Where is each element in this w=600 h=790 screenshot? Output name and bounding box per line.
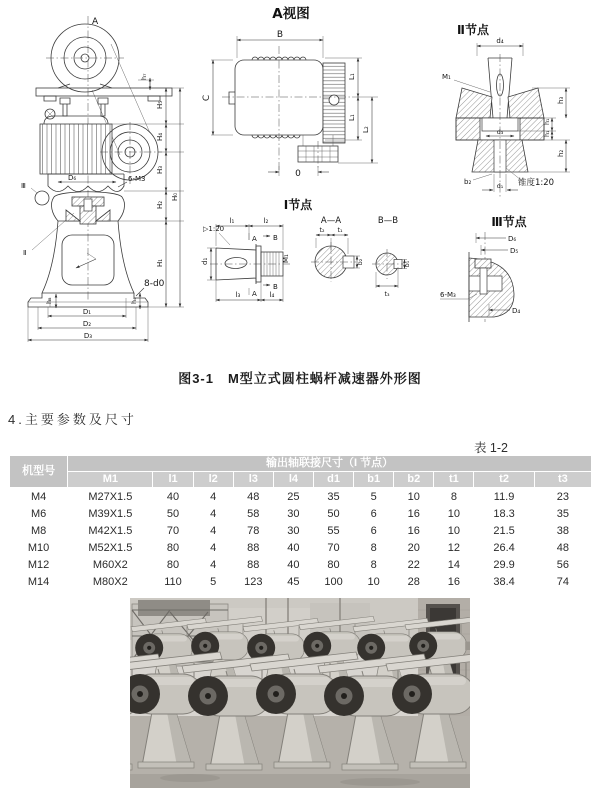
section-a-a: [311, 216, 364, 282]
value-cell: 16: [407, 507, 420, 520]
column-header: l3: [233, 472, 273, 488]
dim-label-H2: H₂: [156, 200, 164, 209]
value-cell: 70: [166, 524, 180, 537]
group-header: 输出轴联接尺寸（I 节点）: [68, 456, 592, 472]
cut-a-top: A: [252, 235, 257, 243]
thread-label-m1: M₁: [282, 254, 290, 263]
dim-label-d1: d₁: [201, 257, 209, 265]
dim-label-D1: D₁: [82, 308, 92, 316]
taper-label: ▷1:20: [203, 225, 225, 233]
value-cell: 29.9: [493, 558, 515, 571]
corner-header: 机型号: [10, 456, 68, 488]
value-cell: 48: [556, 541, 569, 554]
value-cell: 12: [447, 541, 461, 554]
value-cell: 28: [407, 575, 420, 588]
value-cell: 14: [447, 558, 461, 571]
dim-label-D6-node3: D₆: [508, 235, 517, 243]
node-i-detail: [201, 197, 313, 302]
value-cell: 30: [287, 507, 300, 520]
table-group-header-row: [10, 456, 592, 472]
value-cell: 26.4: [493, 541, 515, 554]
dim-label-D3: D₃: [83, 332, 93, 340]
node-iii-detail: [440, 214, 528, 322]
value-cell: 4: [210, 524, 217, 537]
value-cell: 6: [370, 507, 377, 520]
value-cell: 58: [247, 507, 260, 520]
column-header: M1: [68, 472, 153, 488]
table-row: [10, 573, 592, 590]
model-cell: M8: [30, 524, 47, 537]
dim-label-6m3: 6-M3: [128, 175, 146, 183]
value-cell: 123: [244, 575, 263, 588]
value-cell: 88: [247, 558, 260, 571]
value-cell: 78: [247, 524, 260, 537]
value-cell: 5: [370, 490, 377, 503]
column-header: l1: [153, 472, 193, 488]
value-cell: 40: [287, 541, 300, 554]
value-cell: 48: [247, 490, 260, 503]
value-cell: 21.5: [493, 524, 515, 537]
dim-label-6m3-node3: 6-M₃: [440, 291, 456, 299]
taper-label-node2: 锥度1:20: [518, 178, 555, 188]
model-cell: M4: [30, 490, 47, 503]
value-cell: 16: [407, 524, 420, 537]
dim-label-t1: t₁: [337, 227, 343, 234]
dim-label-L1-top: L₁: [348, 73, 356, 80]
dim-label-d6: D₆: [68, 174, 77, 182]
value-cell: M39X1.5: [88, 507, 133, 520]
value-cell: 5: [210, 575, 217, 588]
value-cell: 4: [210, 507, 217, 520]
value-cell: 38: [556, 524, 569, 537]
table-caption: 表 1-2: [473, 441, 508, 455]
parameters-table: [9, 455, 592, 590]
value-cell: 35: [327, 490, 340, 503]
value-cell: 8: [370, 558, 377, 571]
table-body: [10, 488, 592, 591]
model-cell: M14: [27, 575, 50, 588]
dim-label-l2: l₂: [263, 217, 269, 225]
dim-label-l4: l₄: [269, 291, 275, 299]
model-cell: M10: [27, 541, 50, 554]
value-cell: 38.4: [493, 575, 515, 588]
value-cell: 30: [287, 524, 300, 537]
column-header: l2: [193, 472, 233, 488]
figure-caption: 图3-1 M型立式圆柱蜗杆减速器外形图: [178, 371, 422, 386]
view-a: [202, 5, 378, 179]
value-cell: 10: [367, 575, 380, 588]
value-cell: 16: [447, 575, 461, 588]
value-cell: 80: [166, 541, 180, 554]
value-cell: 6: [370, 524, 377, 537]
dim-label-h7: h₇: [141, 73, 148, 80]
column-header: d1: [313, 472, 353, 488]
value-cell: 45: [287, 575, 300, 588]
dim-label-D2: D₂: [82, 320, 92, 328]
value-cell: M60X2: [92, 558, 128, 571]
value-cell: 80: [327, 558, 340, 571]
column-header: t2: [474, 472, 534, 488]
dim-label-d1-node2: d₁: [496, 183, 504, 190]
table-row: [10, 488, 592, 506]
dim-label-B: B: [276, 30, 284, 40]
dim-label-offset: 0: [295, 169, 301, 179]
dim-label-h2: h₂: [557, 149, 565, 157]
dim-label-b2-aa: b₂: [357, 258, 364, 266]
section-aa-title: A—A: [320, 216, 342, 226]
column-header: t1: [434, 472, 474, 488]
section-bb-title: B—B: [377, 216, 399, 226]
dim-label-C: C: [202, 94, 212, 102]
model-cell: M6: [30, 507, 47, 520]
value-cell: 8: [450, 490, 457, 503]
value-cell: 35: [556, 507, 569, 520]
value-cell: 23: [556, 490, 569, 503]
factory-photo: [130, 598, 470, 788]
dim-label-d4: d₄: [496, 37, 504, 45]
value-cell: 11.9: [493, 490, 515, 503]
dim-label-H3: H₃: [156, 165, 164, 174]
value-cell: 10: [447, 507, 461, 520]
value-cell: 25: [287, 490, 300, 503]
column-header: b2: [394, 472, 434, 488]
value-cell: 4: [210, 490, 217, 503]
value-cell: 10: [407, 490, 420, 503]
dim-label-b2-node2: b₂: [464, 178, 472, 186]
column-header: l4: [273, 472, 313, 488]
dim-label-H5: H₅: [156, 100, 164, 109]
value-cell: 50: [327, 507, 340, 520]
cut-b-bot: B: [273, 283, 278, 291]
value-cell: 40: [287, 558, 300, 571]
node-ii-detail: [442, 22, 570, 198]
table-row: [10, 539, 592, 556]
column-header: b1: [354, 472, 394, 488]
dim-label-H1: H₁: [156, 258, 164, 267]
table-row: [10, 522, 592, 539]
value-cell: 4: [210, 541, 217, 554]
value-cell: 56: [556, 558, 569, 571]
dim-label-8d0: 8-d0: [144, 279, 165, 289]
value-cell: M42X1.5: [88, 524, 133, 537]
dim-label-L1-bot: L₁: [348, 114, 356, 121]
view-a-title: A视图: [272, 6, 310, 22]
value-cell: 18.3: [493, 507, 515, 520]
value-cell: M27X1.5: [88, 490, 133, 503]
table-row: [10, 556, 592, 573]
section-b-b: [372, 216, 411, 298]
node-iii-title: Ⅲ节点: [491, 215, 527, 229]
dim-label-D4-node3: D₄: [512, 307, 521, 315]
node-i-title: Ⅰ节点: [283, 198, 313, 212]
marker-node-ii: Ⅱ: [23, 249, 27, 257]
table-row: [10, 505, 592, 522]
dim-label-l1: l₁: [229, 217, 235, 225]
value-cell: 80: [166, 558, 180, 571]
front-view: [21, 16, 184, 342]
value-cell: 20: [407, 541, 420, 554]
dim-label-L2: L₂: [362, 126, 370, 133]
value-cell: 110: [164, 575, 182, 588]
dim-label-D5-node3: D₅: [510, 247, 519, 255]
dim-label-t3: t₃: [384, 291, 390, 298]
value-cell: 74: [556, 575, 569, 588]
technical-drawing: [0, 0, 600, 362]
value-cell: 4: [210, 558, 217, 571]
cut-a-bot: A: [252, 290, 257, 298]
dim-label-t2: t₂: [319, 227, 325, 234]
dim-label-h5: h₅: [46, 297, 53, 304]
thread-label-m1-node2: M₁: [442, 73, 451, 81]
value-cell: 55: [327, 524, 340, 537]
value-cell: 8: [370, 541, 377, 554]
dim-label-H4: H₄: [156, 132, 164, 141]
table-column-header-row: [10, 472, 592, 488]
section-heading: 4.主要参数及尺寸: [8, 412, 137, 427]
value-cell: 50: [166, 507, 180, 520]
dim-label-H0: H₀: [171, 192, 179, 201]
dim-label-h1a: h₁: [544, 118, 551, 125]
value-cell: 100: [324, 575, 343, 588]
dim-label-l3: l₃: [235, 291, 241, 299]
value-cell: 88: [247, 541, 260, 554]
dim-label-h4: h₄: [131, 297, 138, 304]
value-cell: 10: [447, 524, 461, 537]
dim-label-b1-bb: b₁: [404, 260, 411, 268]
dim-label-h1b: h₁: [544, 130, 551, 137]
value-cell: 40: [166, 490, 180, 503]
value-cell: M52X1.5: [88, 541, 133, 554]
value-cell: M80X2: [92, 575, 128, 588]
value-cell: 22: [407, 558, 420, 571]
column-header: t3: [534, 472, 591, 488]
view-direction-label: A: [92, 17, 99, 27]
value-cell: 70: [327, 541, 340, 554]
model-cell: M12: [27, 558, 50, 571]
marker-node-iii: Ⅲ: [21, 182, 26, 190]
dim-label-d3: d₃: [496, 129, 504, 136]
cut-b-top: B: [273, 234, 278, 242]
node-ii-title: Ⅱ节点: [457, 23, 489, 37]
dim-label-h3: h₃: [557, 96, 565, 104]
